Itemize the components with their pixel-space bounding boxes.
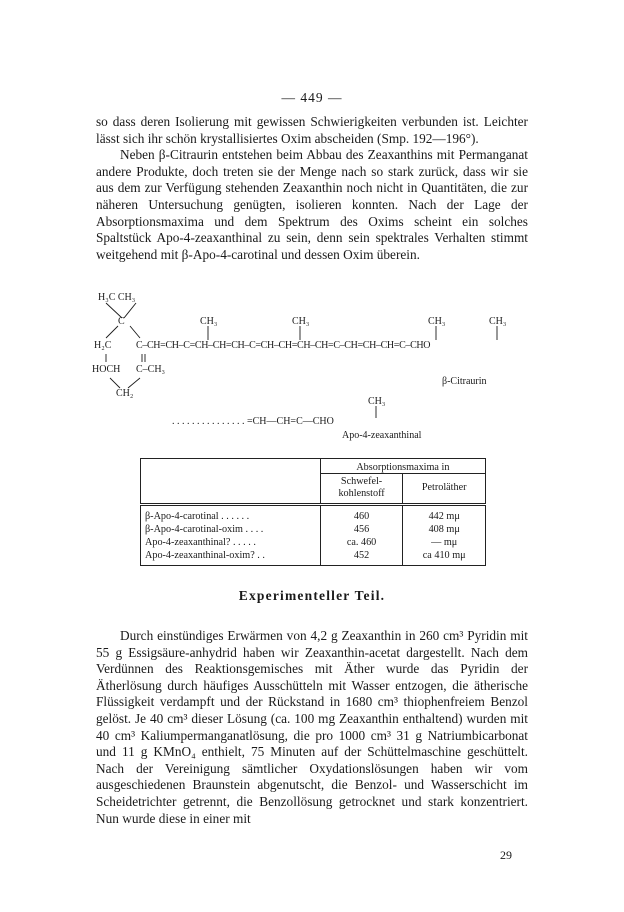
methyl-label-3: CH₃ <box>428 316 446 327</box>
table-row <box>141 549 486 566</box>
table-row <box>141 536 486 549</box>
body-text-bottom <box>96 628 528 827</box>
second-methyl-label: CH₃ <box>368 396 386 407</box>
paragraph-2: Neben β-Citraurin entstehen beim Abbau des Zeaxanthins mit Permanganat andere Produkte, doch treten sie der Menge nach so stark zurück, dass wir sie aus dem zur Verfügung stehenden Zeaxanthin noch nicht in Quantitäten, die zur näheren Untersuchung genügten, isolieren konnten. Nach der Lage der Absorptionsmaxima und dem Spektrum des Oxims scheint ein solches Spaltstück Apo-4-zeaxanthinal zu sein, denn sein spektrales Verhalten stimmt weitgehend mit β-Apo-4-carotinal und dessen Oxim überein. <box>96 147 528 262</box>
structural-formula <box>92 292 532 442</box>
methyl-label-2: CH₃ <box>292 316 310 327</box>
row-pet: 442 mμ <box>403 505 486 524</box>
body-text-top <box>96 114 528 263</box>
row-pet: ca 410 mμ <box>403 549 486 566</box>
second-chain: . . . . . . . . . . . . . . . =CH—CH=C—CHO <box>172 416 334 427</box>
polyene-chain: C–CH=CH–C=CH–CH=CH–C=CH–CH=CH–CH=C–CH=CH–CH=C–CHO <box>136 340 431 351</box>
row-pet: — mμ <box>403 536 486 549</box>
paragraph-1: so dass deren Isolierung mit gewissen Schwierigkeiten verbunden ist. Leichter lässt sich ihr schön krystallisiertes Oxim abscheiden (Smp. 192—196°). <box>96 114 528 146</box>
h2c-label: H₂C <box>94 340 112 351</box>
methyl-label-4: CH₃ <box>489 316 507 327</box>
col-header-petrolaether: Petroläther <box>403 474 486 505</box>
page-number: — 449 — <box>281 90 343 105</box>
c-ch3-label: C–CH₃ <box>136 364 166 375</box>
row-name: Apo-4-zeaxanthinal-oxim? . . <box>141 549 321 566</box>
row-cs2: ca. 460 <box>320 536 403 549</box>
row-cs2: 456 <box>320 523 403 536</box>
col-header-cs2: Schwefel- kohlenstoff <box>320 474 403 505</box>
ring-quaternary-carbon: C <box>118 316 125 327</box>
hoch-label: HOCH <box>92 364 121 375</box>
table-row <box>141 523 486 536</box>
ch2-label: CH₂ <box>116 388 134 399</box>
formula-label-citraurin: β-Citraurin <box>442 376 487 387</box>
paragraph-3: Durch einstündiges Erwärmen von 4,2 g Zeaxanthin in 260 cm³ Pyridin mit 55 g Essigsäure-anhydrid haben wir Zeaxanthin-acetat dargestellt. Nach dem Verdünnen des Reaktionsgemisches mit Äther wurde das Pyridin der Ätherlösung durch häufiges Ausschütteln mit Wasser entzogen, die ätherische Flüssigkeit verdampft und der Rückstand in 1680 cm³ thiophenfreiem Benzol gelöst. Je 40 cm³ dieser Lösung (ca. 100 mg Zeaxanthin enthaltend) wurden mit 40 cm³ Kaliumpermanganatlösung, die pro 1000 cm³ 31 g Natriumbicarbonat und 11 g KMnO₄ enthielt, 75 Minuten auf der Schüttelmaschine geschüttelt. Nach der Vereinigung sämtlicher Oxydationslösungen haben wir vom ausgeschiedenen Braunstein abgenutscht, die Benzol- und Wasserschicht im Scheidetrichter getrennt, die Benzollösung getrocknet und stark konzentriert. Nun wurde diese in einer mit <box>96 628 528 826</box>
row-name: Apo-4-zeaxanthinal? . . . . . <box>141 536 321 549</box>
row-pet: 408 mμ <box>403 523 486 536</box>
ring-methyls: H₃C CH₃ <box>98 292 136 303</box>
methyl-label-1: CH₃ <box>200 316 218 327</box>
signature-mark: 29 <box>500 848 512 862</box>
table-header-span: Absorptionsmaxima in <box>320 459 485 474</box>
row-cs2: 452 <box>320 549 403 566</box>
formula-label-apo-zeaxanthinal: Apo-4-zeaxanthinal <box>342 430 422 441</box>
table-row <box>141 505 486 524</box>
absorption-table <box>140 458 486 566</box>
row-name: β-Apo-4-carotinal . . . . . . <box>141 505 321 524</box>
row-cs2: 460 <box>320 505 403 524</box>
row-name: β-Apo-4-carotinal-oxim . . . . <box>141 523 321 536</box>
section-title: Experimenteller Teil. <box>238 588 386 603</box>
